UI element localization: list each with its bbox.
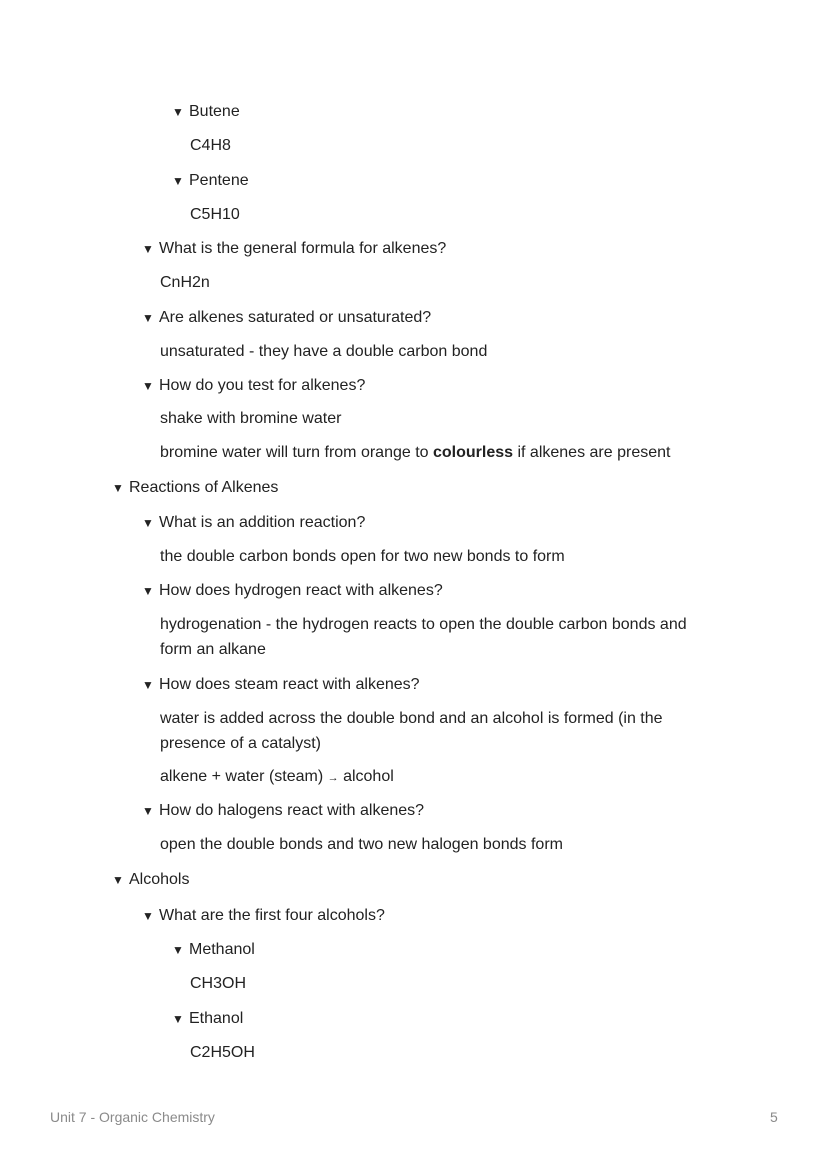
arrow-right-icon: →	[327, 772, 339, 784]
toggle-label: Reactions of Alkenes	[129, 479, 279, 496]
toggle-label: How does steam react with alkenes?	[159, 676, 420, 693]
toggle-general-formula[interactable]	[142, 238, 446, 260]
toggle-label: How does hydrogen react with alkenes?	[159, 582, 443, 599]
toggle-methanol[interactable]	[172, 939, 255, 961]
answer-bold: colourless	[433, 444, 514, 461]
equation-steam	[160, 766, 394, 789]
toggle-pentene[interactable]	[172, 170, 249, 192]
toggle-reactions-of-alkenes[interactable]	[112, 477, 278, 499]
toggle-halogens[interactable]	[142, 800, 424, 822]
toggle-label: What are the first four alcohols?	[159, 907, 385, 924]
toggle-label: Ethanol	[189, 1010, 244, 1027]
triangle-down-icon: ▼	[142, 584, 154, 598]
answer-text: if alkenes are present	[513, 444, 671, 461]
footer-title: Unit 7 - Organic Chemistry	[50, 1109, 215, 1125]
triangle-down-icon: ▼	[172, 1012, 184, 1026]
formula-methanol: CH3OH	[190, 975, 247, 992]
answer-halogens: open the double bonds and two new halogen bonds form	[160, 836, 563, 853]
toggle-label: Butene	[189, 103, 240, 120]
toggle-label: How do halogens react with alkenes?	[159, 802, 425, 819]
toggle-label: Alcohols	[129, 871, 190, 888]
toggle-label: Pentene	[189, 172, 249, 189]
toggle-addition-reaction[interactable]	[142, 512, 365, 534]
answer-steam-1: water is added across the double bond and an alcohol is formed (in the	[160, 710, 663, 727]
toggle-label: Methanol	[189, 941, 255, 958]
triangle-down-icon: ▼	[142, 804, 154, 818]
answer-hydrogen-1: hydrogenation - the hydrogen reacts to open the double carbon bonds and	[160, 616, 687, 633]
triangle-down-icon: ▼	[172, 174, 184, 188]
answer-text: bromine water will turn from orange to	[160, 444, 433, 461]
answer-test-2	[160, 442, 670, 464]
toggle-hydrogen[interactable]	[142, 580, 443, 602]
triangle-down-icon: ▼	[112, 873, 124, 887]
formula-pentene: C5H10	[190, 206, 240, 223]
toggle-steam[interactable]	[142, 674, 420, 696]
triangle-down-icon: ▼	[172, 943, 184, 957]
formula-ethanol: C2H5OH	[190, 1044, 255, 1061]
answer-steam-2: presence of a catalyst)	[160, 735, 321, 752]
triangle-down-icon: ▼	[142, 242, 154, 256]
answer-addition: the double carbon bonds open for two new bonds to form	[160, 548, 565, 565]
toggle-alcohols[interactable]	[112, 869, 189, 891]
toggle-butene[interactable]	[172, 101, 240, 123]
toggle-label: How do you test for alkenes?	[159, 377, 366, 394]
triangle-down-icon: ▼	[112, 481, 124, 495]
answer-general-formula: CnH2n	[160, 274, 210, 291]
toggle-label: What is the general formula for alkenes?	[159, 240, 447, 257]
triangle-down-icon: ▼	[142, 311, 154, 325]
footer-page-number: 5	[770, 1109, 778, 1125]
triangle-down-icon: ▼	[142, 516, 154, 530]
answer-saturated: unsaturated - they have a double carbon bond	[160, 343, 488, 360]
formula-butene: C4H8	[190, 137, 231, 154]
equation-text: alcohol	[338, 768, 394, 785]
triangle-down-icon: ▼	[142, 379, 154, 393]
triangle-down-icon: ▼	[142, 909, 154, 923]
triangle-down-icon: ▼	[142, 678, 154, 692]
answer-hydrogen-2: form an alkane	[160, 641, 266, 658]
toggle-first-four-alcohols[interactable]	[142, 905, 385, 927]
equation-text: alkene + water (steam)	[160, 768, 328, 785]
toggle-test-alkenes[interactable]	[142, 375, 365, 397]
triangle-down-icon: ▼	[172, 105, 184, 119]
toggle-label: Are alkenes saturated or unsaturated?	[159, 309, 432, 326]
toggle-label: What is an addition reaction?	[159, 514, 366, 531]
answer-test-1: shake with bromine water	[160, 410, 342, 427]
toggle-ethanol[interactable]	[172, 1008, 243, 1030]
toggle-saturated[interactable]	[142, 307, 431, 329]
